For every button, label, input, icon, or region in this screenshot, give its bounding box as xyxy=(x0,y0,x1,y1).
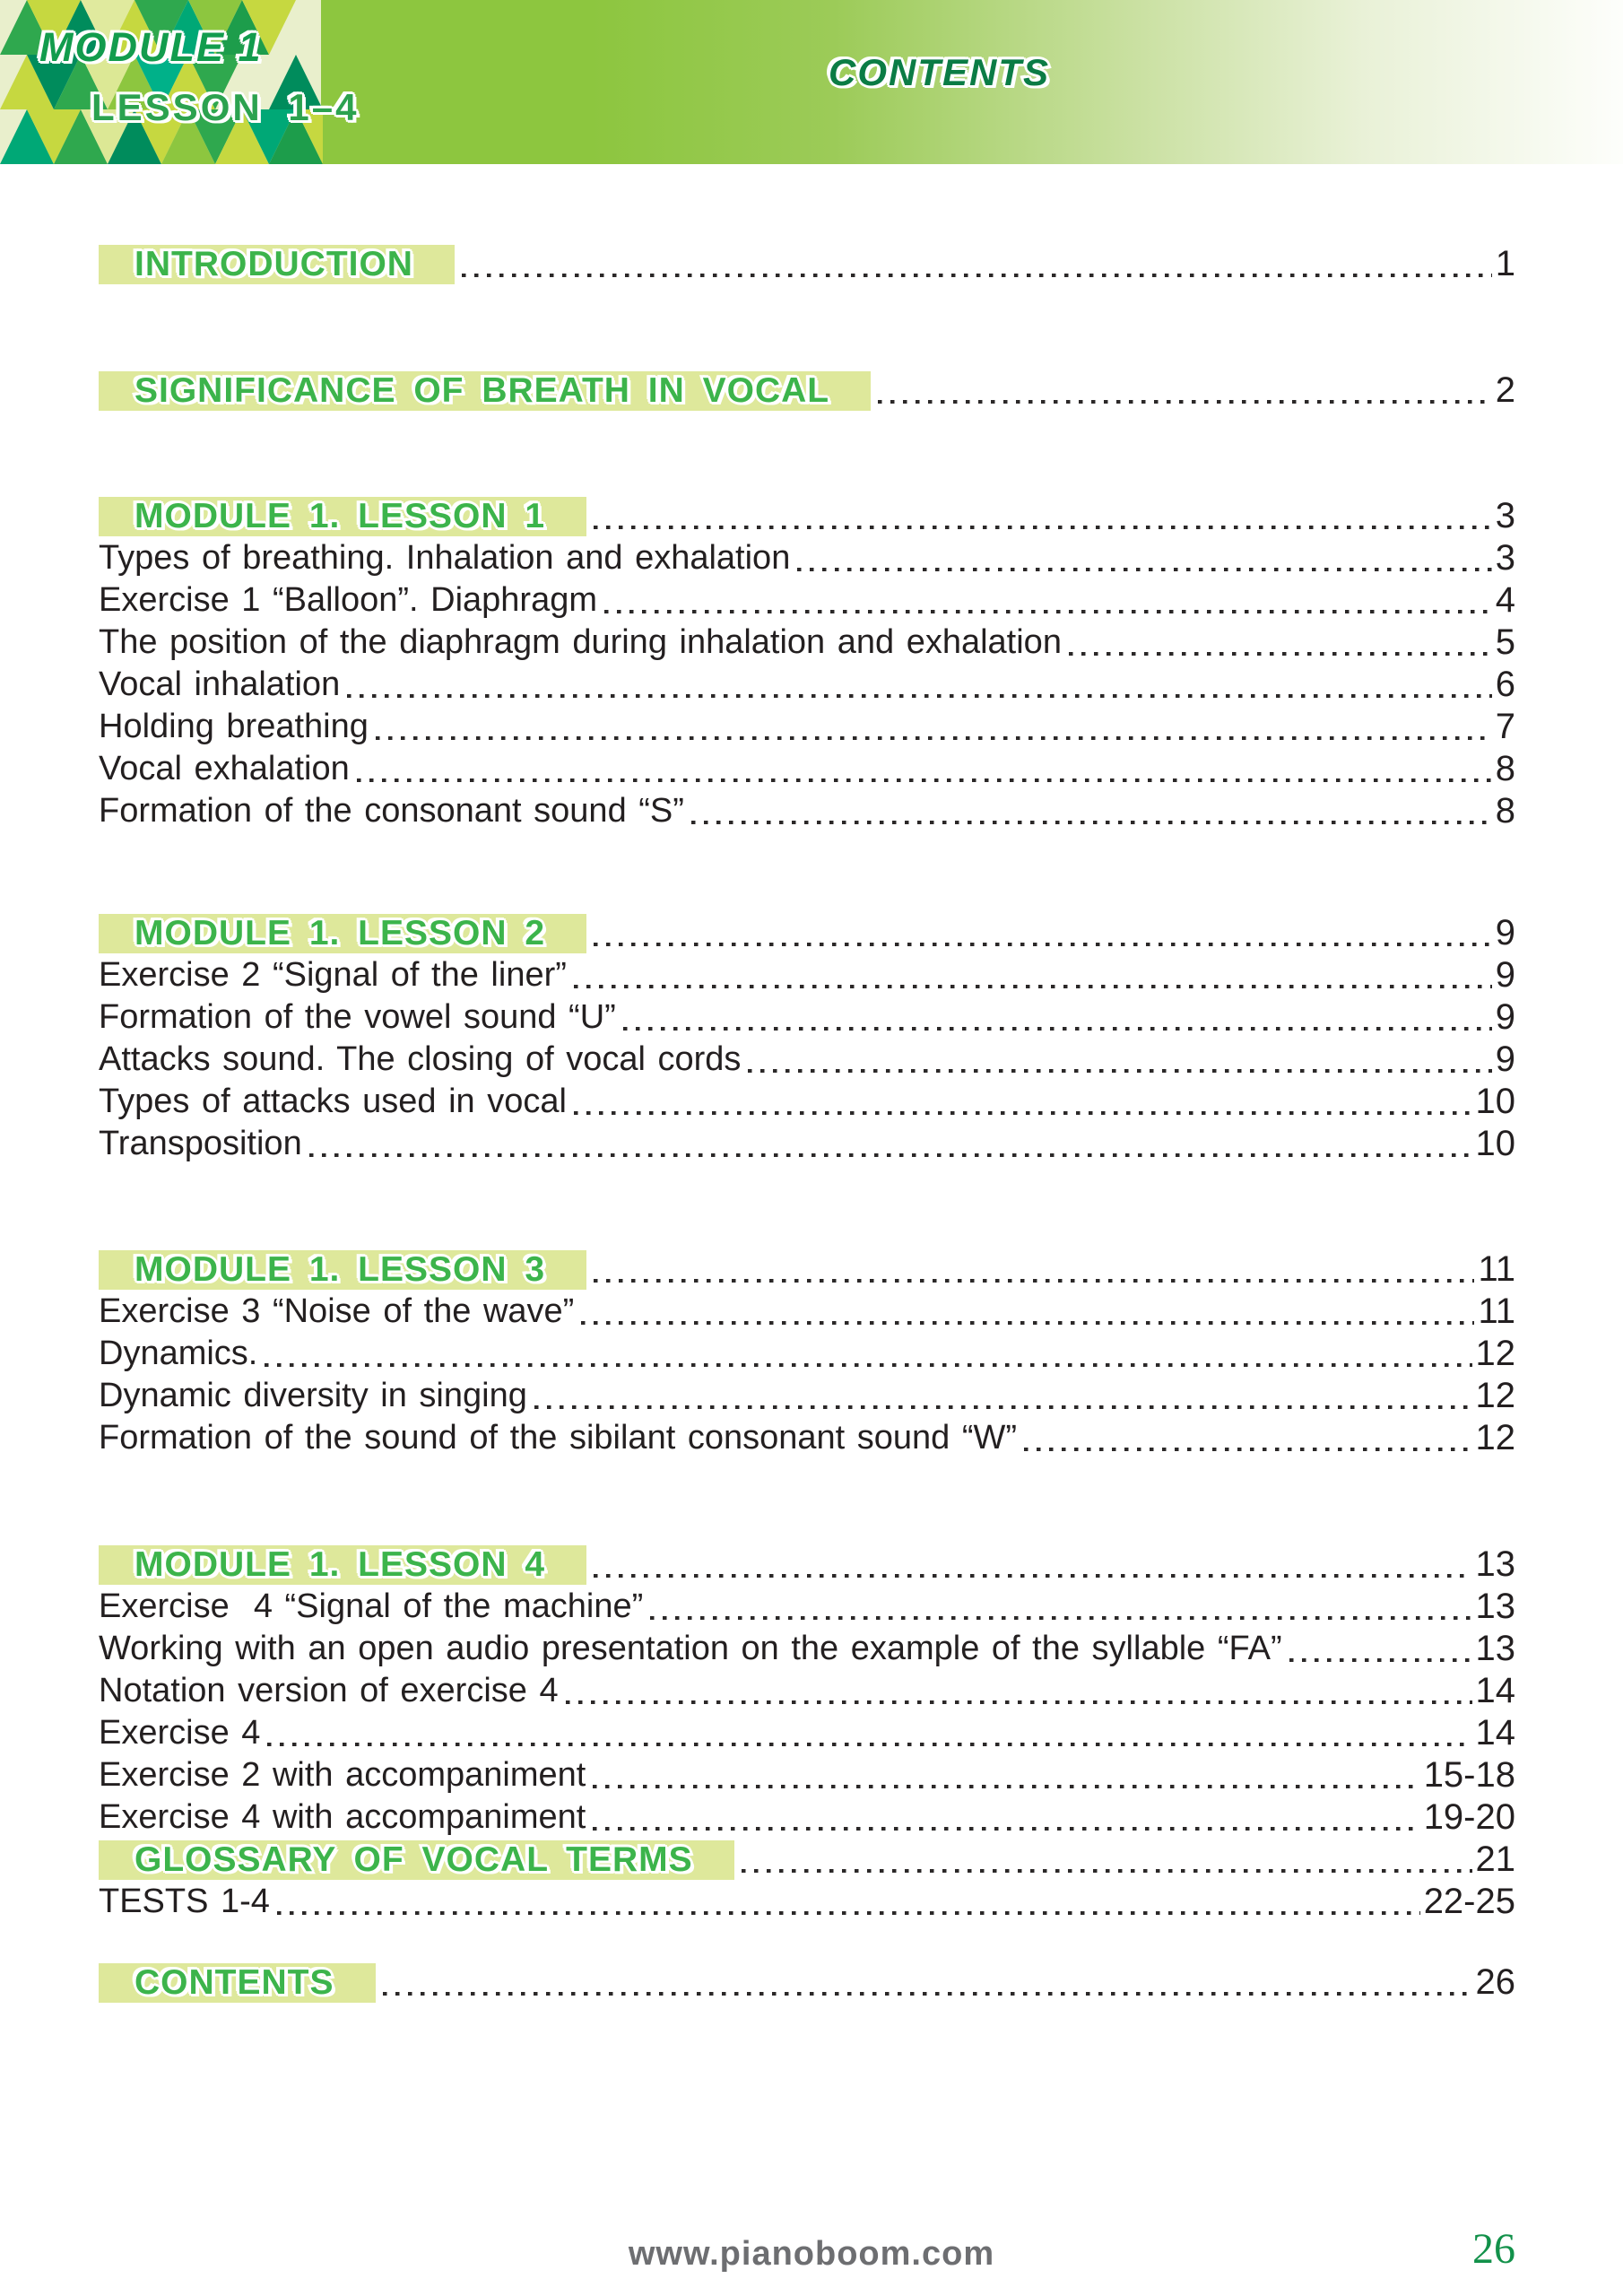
toc-entry-label: Attacks sound. The closing of vocal cords xyxy=(99,1040,742,1078)
toc-entry-row xyxy=(99,1039,1515,1081)
page-number: 3 xyxy=(1495,496,1515,535)
toc-heading-row xyxy=(99,370,1515,412)
dot-leader xyxy=(593,1796,1419,1839)
toc-entry-label: Formation of the vowel sound “U” xyxy=(99,998,616,1036)
toc-entry-label: Types of attacks used in vocal xyxy=(99,1083,567,1120)
dot-leader xyxy=(265,1333,1471,1375)
toc-entry-label: TESTS 1-4 xyxy=(99,1883,270,1920)
toc-entry-row xyxy=(99,1796,1515,1839)
page-number: 22-25 xyxy=(1423,1882,1515,1921)
page-number: 11 xyxy=(1478,1292,1515,1331)
dot-leader xyxy=(650,1586,1471,1628)
dot-leader xyxy=(1069,622,1492,664)
page-number: 10 xyxy=(1475,1124,1515,1163)
lesson-range-label: LESSON 1–4 xyxy=(91,86,360,128)
dot-leader xyxy=(581,1291,1474,1333)
toc-entry-row xyxy=(99,790,1515,832)
page-number: 13 xyxy=(1475,1629,1515,1668)
page-number: 13 xyxy=(1475,1587,1515,1626)
toc-heading-label: MODULE 1. LESSON 3 xyxy=(99,1250,586,1290)
dot-leader xyxy=(267,1712,1471,1754)
page-number: 26 xyxy=(1475,1962,1515,2002)
page-number: 9 xyxy=(1495,955,1515,995)
toc-entry-label: Dynamic diversity in singing xyxy=(99,1377,527,1414)
toc-heading-row xyxy=(99,1544,1515,1586)
dot-leader xyxy=(604,579,1492,622)
page-number: 1 xyxy=(1495,244,1515,283)
toc-entry-row xyxy=(99,706,1515,748)
toc-heading-label: MODULE 1. LESSON 1 xyxy=(99,497,586,536)
page-number: 12 xyxy=(1475,1376,1515,1415)
toc-heading-row xyxy=(99,1839,1515,1881)
page-number: 9 xyxy=(1495,913,1515,952)
toc-entry-label: Dynamics. xyxy=(99,1335,258,1372)
toc-heading-row xyxy=(99,1961,1515,2004)
toc-entry-label: Formation of the consonant sound “S” xyxy=(99,792,684,830)
toc-entry-row xyxy=(99,1291,1515,1333)
page-number: 4 xyxy=(1495,580,1515,620)
toc-entry-label: Holding breathing xyxy=(99,708,369,745)
page-number: 8 xyxy=(1495,749,1515,788)
toc-entry-label: Notation version of exercise 4 xyxy=(99,1672,559,1709)
page-number: 21 xyxy=(1475,1839,1515,1879)
page-number: 13 xyxy=(1475,1544,1515,1584)
toc-heading-label: GLOSSARY OF VOCAL TERMS xyxy=(99,1840,734,1880)
toc-entry-row xyxy=(99,1081,1515,1123)
toc-entry-label: Exercise 4 “Signal of the machine” xyxy=(99,1587,644,1625)
dot-leader xyxy=(574,1081,1472,1123)
dot-leader xyxy=(1024,1417,1472,1459)
dot-leader xyxy=(748,1039,1491,1081)
dot-leader xyxy=(376,706,1492,748)
page-number: 9 xyxy=(1495,1039,1515,1079)
page-title: CONTENTS xyxy=(829,51,1050,93)
toc-entry-row xyxy=(99,1754,1515,1796)
dot-leader xyxy=(357,748,1492,790)
toc-entry-label: Types of breathing. Inhalation and exhalation xyxy=(99,539,791,577)
page-number: 2 xyxy=(1495,370,1515,410)
page-number: 14 xyxy=(1475,1713,1515,1752)
dot-leader xyxy=(383,1961,1472,2004)
toc-entry-label: Vocal inhalation xyxy=(99,665,341,703)
toc-entry-label: Working with an open audio presentation on the example of the syllable “FA” xyxy=(99,1630,1282,1667)
dot-leader xyxy=(347,664,1492,706)
toc-entry-label: Transposition xyxy=(99,1125,302,1162)
page-number: 11 xyxy=(1478,1249,1515,1289)
dot-leader xyxy=(593,1754,1419,1796)
dot-leader xyxy=(594,1248,1474,1291)
page-number: 15-18 xyxy=(1423,1755,1515,1795)
toc-entry-label: Exercise 3 “Noise of the wave” xyxy=(99,1292,575,1330)
toc-heading-label: MODULE 1. LESSON 2 xyxy=(99,914,586,953)
toc-entry-label: Exercise 4 xyxy=(99,1714,261,1752)
dot-leader xyxy=(691,790,1492,832)
toc-heading-label: INTRODUCTION xyxy=(99,245,455,284)
toc-entry-label: Exercise 4 with accompaniment xyxy=(99,1798,586,1836)
toc-entry-row xyxy=(99,1123,1515,1165)
module-label: MODULE 1 xyxy=(39,24,263,70)
toc-entry-row xyxy=(99,748,1515,790)
dot-leader xyxy=(1289,1628,1472,1670)
toc-entry-row xyxy=(99,1670,1515,1712)
toc-entry-row xyxy=(99,996,1515,1039)
dot-leader xyxy=(742,1839,1472,1881)
dot-leader xyxy=(574,954,1492,996)
page-number: 9 xyxy=(1495,997,1515,1037)
toc-entry-row xyxy=(99,1881,1515,1923)
toc-entry-row xyxy=(99,1333,1515,1375)
toc-heading-row xyxy=(99,243,1515,285)
page-number: 8 xyxy=(1495,791,1515,831)
dot-leader xyxy=(534,1375,1472,1417)
toc-entry-row xyxy=(99,1712,1515,1754)
dot-leader xyxy=(594,495,1492,537)
toc-heading-label: MODULE 1. LESSON 4 xyxy=(99,1545,586,1585)
toc-entry-row xyxy=(99,579,1515,622)
toc-entry-label: Exercise 2 with accompaniment xyxy=(99,1756,586,1794)
dot-leader xyxy=(878,370,1492,412)
page-header xyxy=(0,0,1623,164)
toc-entry-row xyxy=(99,1586,1515,1628)
toc-heading-row xyxy=(99,912,1515,954)
toc-heading-label: CONTENTS xyxy=(99,1963,376,2003)
page-number: 10 xyxy=(1475,1082,1515,1121)
toc-entry-row xyxy=(99,664,1515,706)
page-number: 7 xyxy=(1495,707,1515,746)
dot-leader xyxy=(623,996,1492,1039)
toc-entry-row xyxy=(99,1628,1515,1670)
dot-leader xyxy=(594,1544,1471,1586)
toc-entry-label: Exercise 2 “Signal of the liner” xyxy=(99,956,567,994)
page-number: 14 xyxy=(1475,1671,1515,1710)
toc-heading-row xyxy=(99,495,1515,537)
page-number: 12 xyxy=(1475,1418,1515,1457)
page-number: 5 xyxy=(1495,622,1515,662)
table-of-contents xyxy=(0,164,1623,2004)
dot-leader xyxy=(462,243,1492,285)
dot-leader xyxy=(277,1881,1420,1923)
page-number: 6 xyxy=(1495,665,1515,704)
folio-page-number: 26 xyxy=(1472,2225,1515,2273)
toc-heading-row xyxy=(99,1248,1515,1291)
dot-leader xyxy=(309,1123,1472,1165)
page-number: 12 xyxy=(1475,1334,1515,1373)
toc-entry-row xyxy=(99,1417,1515,1459)
dot-leader xyxy=(566,1670,1472,1712)
page-number: 19-20 xyxy=(1423,1797,1515,1837)
page-number: 3 xyxy=(1495,538,1515,578)
website-url: www.pianoboom.com xyxy=(628,2235,995,2273)
dot-leader xyxy=(594,912,1492,954)
toc-entry-label: Formation of the sound of the sibilant consonant sound “W” xyxy=(99,1419,1017,1457)
toc-entry-row xyxy=(99,622,1515,664)
toc-entry-label: Vocal exhalation xyxy=(99,750,350,787)
toc-entry-row xyxy=(99,537,1515,579)
toc-entry-row xyxy=(99,1375,1515,1417)
toc-heading-label: SIGNIFICANCE OF BREATH IN VOCAL xyxy=(99,371,871,411)
dot-leader xyxy=(797,537,1491,579)
toc-entry-row xyxy=(99,954,1515,996)
toc-entry-label: The position of the diaphragm during inhalation and exhalation xyxy=(99,623,1062,661)
toc-entry-label: Exercise 1 “Balloon”. Diaphragm xyxy=(99,581,598,619)
